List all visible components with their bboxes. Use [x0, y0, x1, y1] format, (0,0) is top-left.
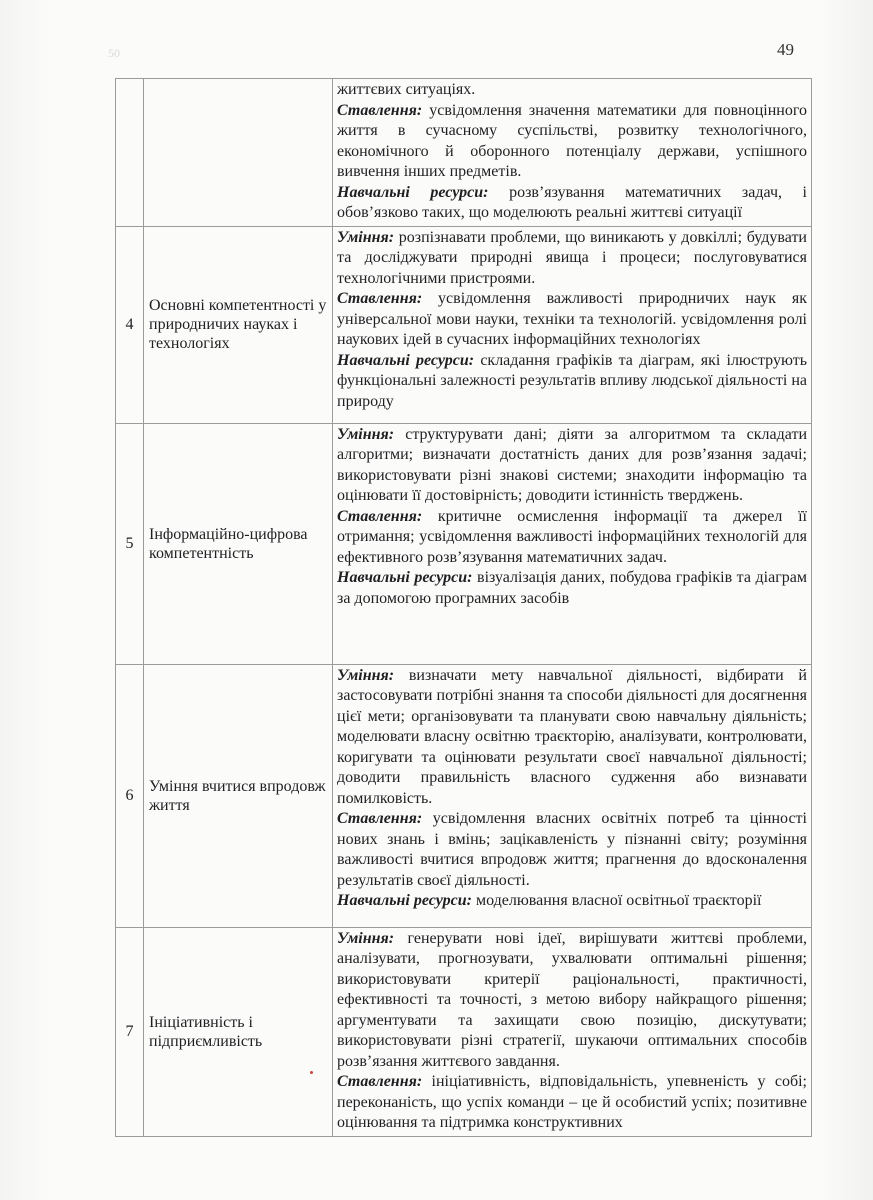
attitude-paragraph — [337, 101, 807, 183]
paragraph-label: Навчальні ресурси: — [337, 892, 472, 909]
row-number — [116, 79, 144, 227]
paragraph-text: усвідомлення значення математики для повноцінного життя в сучасному суспільстві, розвитку технологічного, економічного й оборонного потенціалу держави, успішного вивчення інших предметів. — [337, 101, 807, 180]
bleed-through-page-number: 50 — [108, 46, 120, 60]
competency-description — [333, 664, 812, 927]
skills-paragraph — [337, 228, 807, 290]
paragraph-text: життєвих ситуаціях. — [337, 81, 476, 98]
competency-name — [144, 79, 333, 227]
skills-paragraph — [337, 425, 807, 507]
competency-description — [333, 79, 812, 227]
table-row-7 — [116, 927, 812, 1136]
paragraph-label: Навчальні ресурси: — [337, 183, 489, 201]
row-number: 6 — [116, 664, 144, 927]
paragraph-text: складання графіків та діаграм, які ілюструють функціональні залежності результатів впливу людської діяльності на природу — [337, 351, 807, 410]
table-row-4 — [116, 226, 812, 423]
paragraph-label: Ставлення: — [337, 290, 423, 307]
paragraph-text: критичне осмислення інформації та джерел її отримання; усвідомлення важливості інформаційних технологій для ефективного розв’язування математичних задач. — [337, 507, 807, 566]
table-row-6 — [116, 664, 812, 927]
resources-paragraph — [337, 351, 807, 413]
competency-description — [333, 226, 812, 423]
row-number: 5 — [116, 423, 144, 664]
paragraph-text: генерувати нові ідеї, вирішувати життєві проблеми, аналізувати, прогнозувати, ухвалювати оптимальні рішення; використовувати критерії раціональності, практичності, ефективності та точності, з метою вибору найкращого рішення; аргументувати та захищати свою позицію, дискутувати; використовувати різні стратегії, шукаючи оптимальних способів розв’язання життєвого завдання. — [337, 929, 807, 1070]
paragraph-label: Уміння: — [337, 666, 395, 684]
competencies-table — [115, 78, 812, 1137]
attitude-paragraph — [337, 507, 807, 569]
paragraph-label: Ставлення: — [337, 101, 423, 119]
resources-paragraph — [337, 183, 807, 224]
paragraph-text: розв’язування математичних задач, і обов’язково таких, що моделюють реальні життєві ситуації — [337, 183, 807, 221]
paragraph-label: Навчальні ресурси: — [337, 351, 475, 369]
paragraph-text: визначати мету навчальної діяльності, відбирати й застосовувати потрібні знання та способи діяльності для досягнення цієї мети; організовувати та планувати свою навчальну діяльність; моделювати власну освітню траєкторію, аналізувати, контролювати, коригувати та оцінювати результати своєї навчальної діяльності; доводити правильність власного судження або визнавати помилковість. — [337, 666, 807, 807]
scan-dot-mark — [310, 1071, 313, 1074]
competency-name: Основні компетентності у природничих науках і технологіях — [144, 226, 333, 423]
competency-name: Уміння вчитися впродовж життя — [144, 664, 333, 927]
resources-paragraph — [337, 891, 807, 912]
paragraph-label: Ставлення: — [337, 507, 423, 525]
paragraph-text: візуалізація даних, побудова графіків та діаграм за допомогою програмних засобів — [337, 569, 807, 607]
paragraph-text: усвідомлення важливості природничих наук як універсальної мови науки, техніки та технологій. усвідомлення ролі наукових ідей в сучасних інформаційних технологіях — [337, 290, 807, 348]
paragraph-label: Ставлення: — [337, 1073, 423, 1090]
attitude-paragraph — [337, 1072, 807, 1134]
paragraph-label: Уміння: — [337, 425, 395, 443]
competency-description — [333, 927, 812, 1136]
description-paragraph — [337, 80, 807, 101]
competency-name: Ініціативність і підприємливість — [144, 927, 333, 1136]
attitude-paragraph — [337, 809, 807, 891]
paragraph-text: розпізнавати проблеми, що виникають у довкіллі; будувати та досліджувати природні явища і процеси; послуговуватися технологічними пристроями. — [337, 228, 807, 287]
competency-description — [333, 423, 812, 664]
paragraph-label: Уміння: — [337, 929, 395, 947]
skills-paragraph — [337, 929, 807, 1073]
paragraph-label: Навчальні ресурси: — [337, 569, 473, 586]
paragraph-text: моделювання власної освітньої траєкторії — [471, 892, 762, 909]
table-row-5 — [116, 423, 812, 664]
skills-paragraph — [337, 666, 807, 810]
paragraph-label: Ставлення: — [337, 810, 423, 827]
row-number: 4 — [116, 226, 144, 423]
row-number: 7 — [116, 927, 144, 1136]
competency-name: Інформаційно-цифрова компетентність — [144, 423, 333, 664]
attitude-paragraph — [337, 289, 807, 351]
table-row-continuation — [116, 79, 812, 227]
paragraph-text: структурувати дані; діяти за алгоритмом та складати алгоритми; визначати достатність даних для розв’язання задачі; використовувати різні знакові системи; знаходити інформацію та оцінювати її достовірність; доводити істинність тверджень. — [337, 425, 807, 504]
paragraph-text: ініціативність, відповідальність, упевненість у собі; переконаність, що успіх команди – це й особистий успіх; позитивне оцінювання та підтримка конструктивних — [337, 1073, 807, 1131]
resources-paragraph — [337, 568, 807, 609]
page-number: 49 — [777, 40, 794, 59]
paragraph-label: Уміння: — [337, 228, 395, 246]
paragraph-text: усвідомлення власних освітніх потреб та цінності нових знань і вмінь; зацікавленість у пізнанні світу; розуміння важливості вчитися впродовж життя; прагнення до вдосконалення результатів своєї діяльності. — [337, 810, 807, 889]
